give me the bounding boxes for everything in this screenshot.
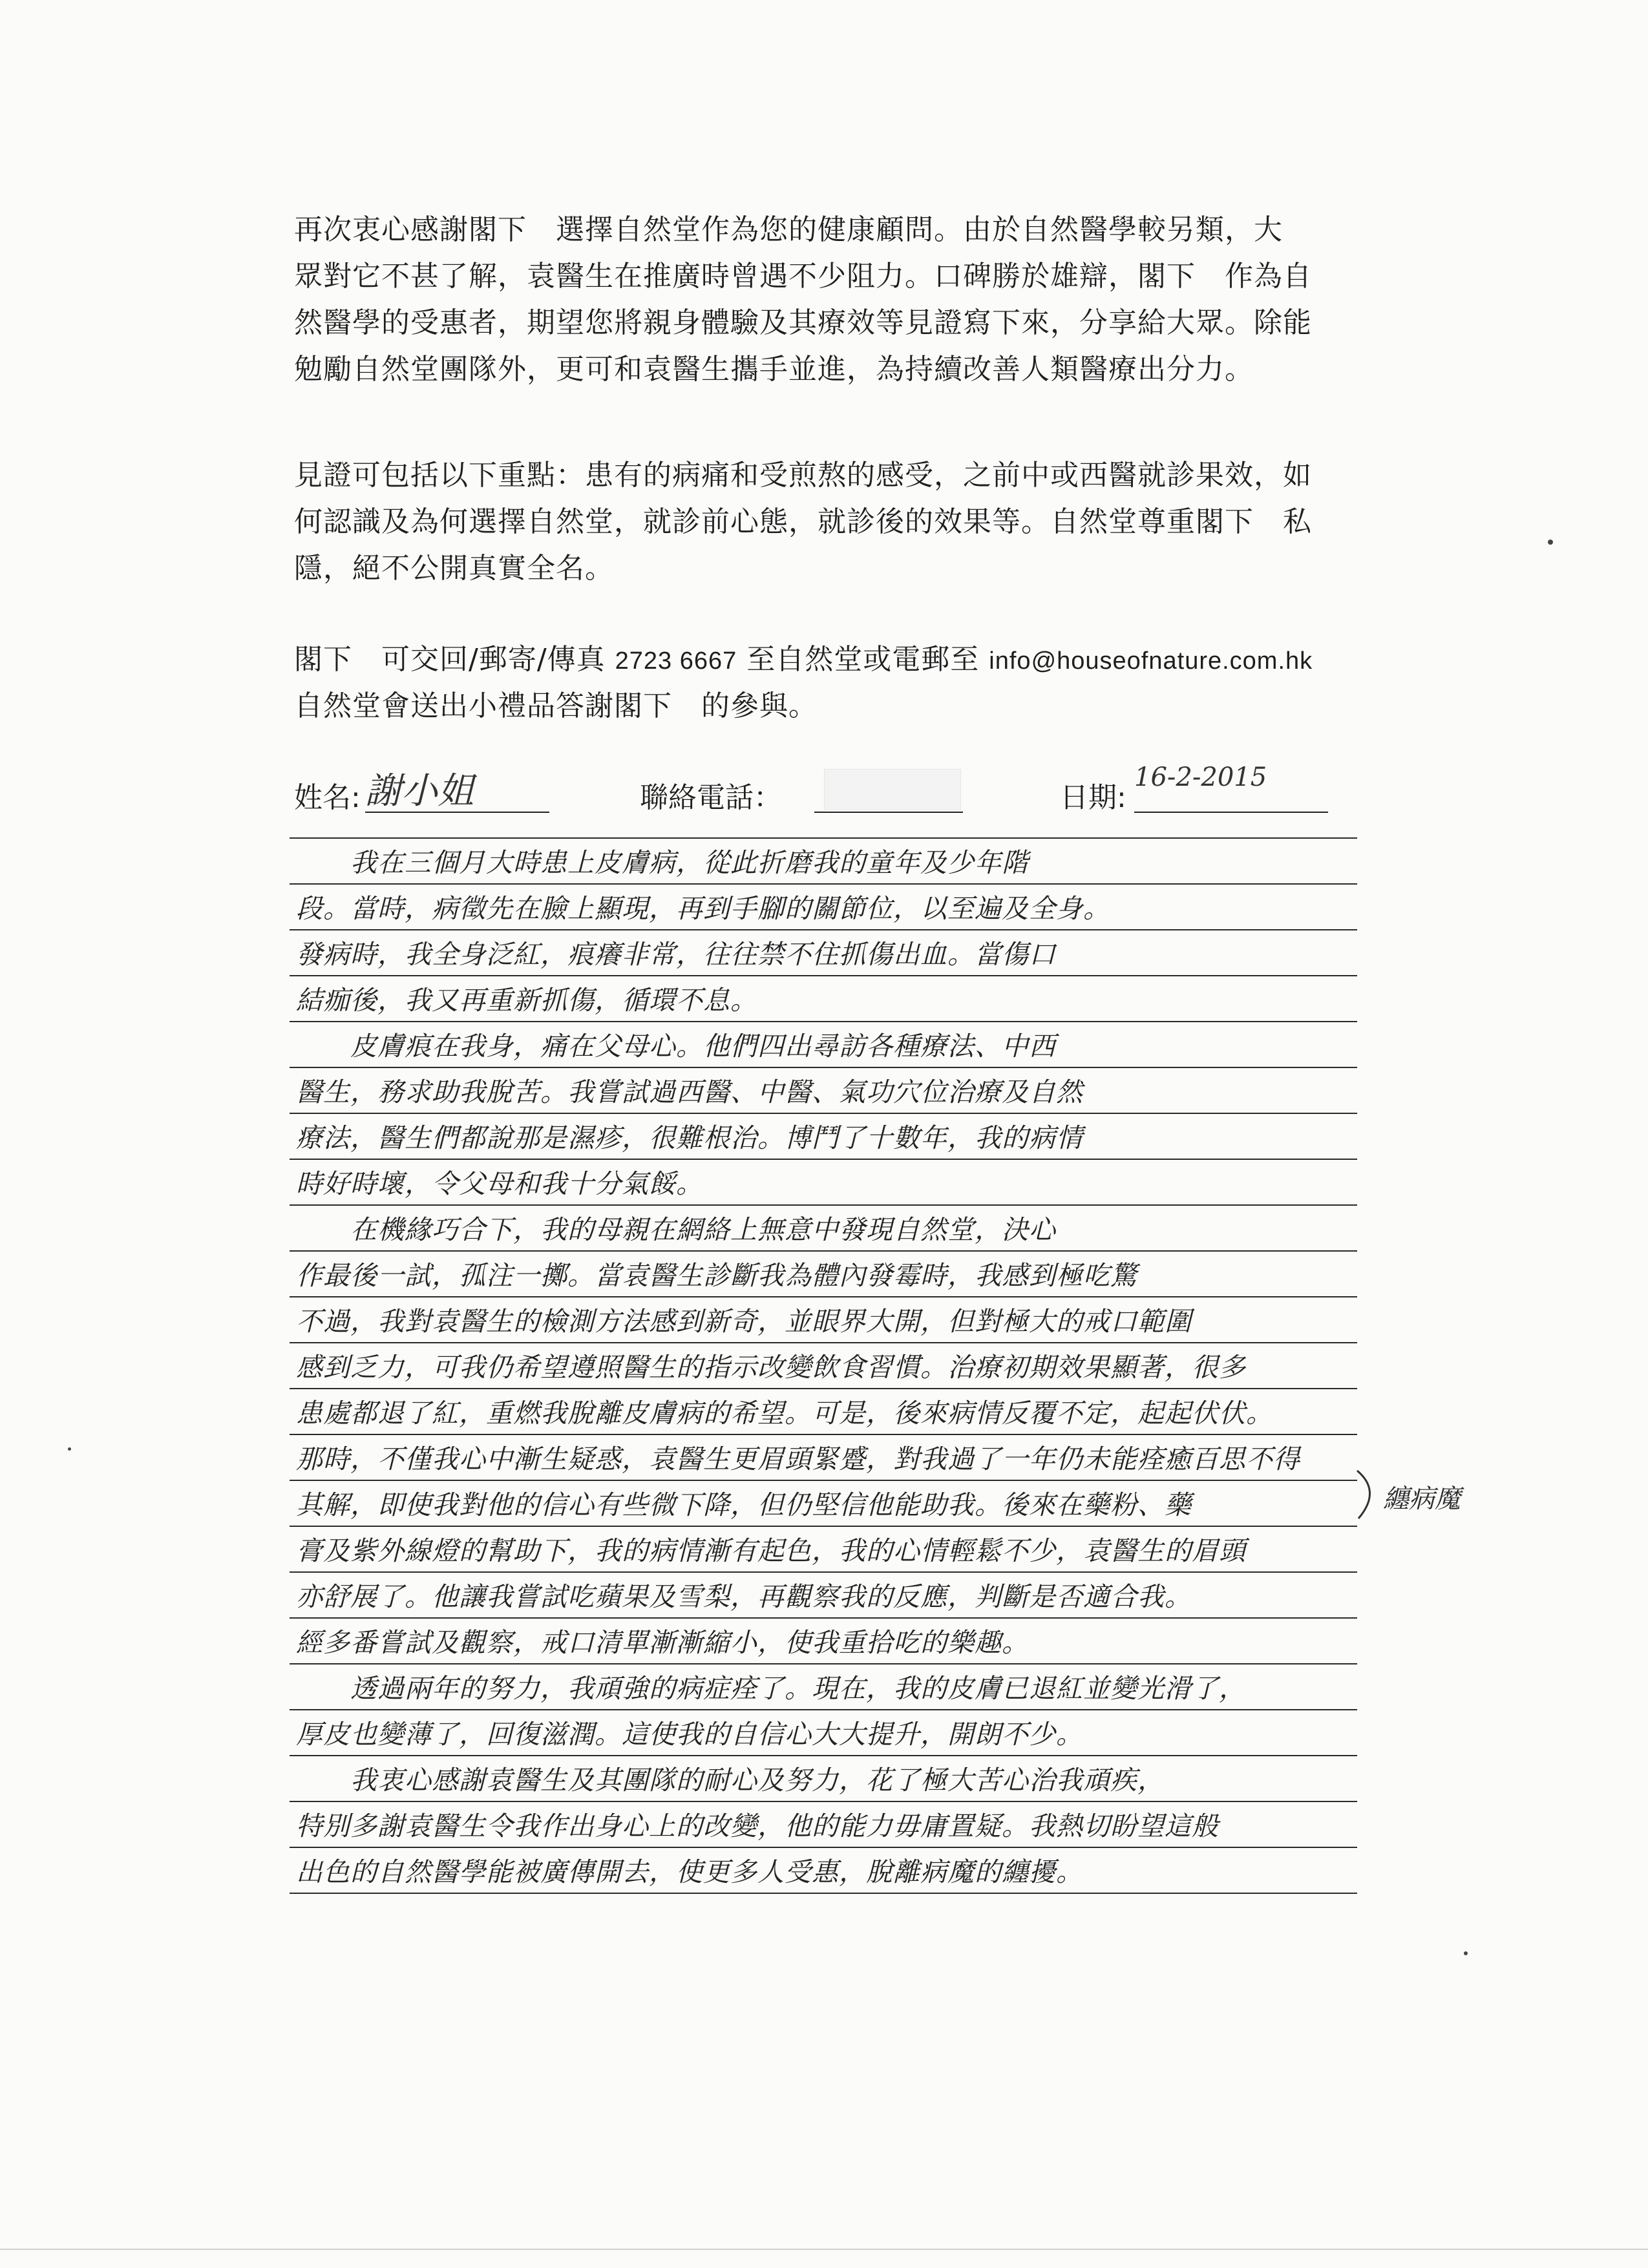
- handwritten-line: 經多番嘗試及觀察，戒口清單漸漸縮小，使我重拾吃的樂趣。: [296, 1627, 1029, 1658]
- ruled-line: [290, 1021, 1357, 1022]
- intro-line: 然醫學的受惠者，期望您將親身體驗及其療效等見證寫下來，分享給大眾。除能: [294, 306, 1312, 339]
- ruled-line: [290, 975, 1357, 976]
- gift-line: 自然堂會送出小禮品答謝閣下 的參與。: [294, 689, 818, 722]
- ruled-line: [290, 929, 1357, 930]
- ruled-line: [290, 1113, 1357, 1114]
- handwritten-line: 特別多謝袁醫生令我作出身心上的改變，他的能力毋庸置疑。我熱切盼望這般: [296, 1811, 1219, 1842]
- handwritten-line: 時好時壞，令父母和我十分氣餒。: [296, 1168, 703, 1199]
- contact-line: [294, 636, 1367, 683]
- margin-note: 纏病魔: [1383, 1484, 1461, 1514]
- phone-redacted-field[interactable]: [824, 769, 961, 810]
- ruled-line: [290, 1250, 1357, 1252]
- ruled-line: [290, 1571, 1357, 1573]
- phone-underline: [814, 812, 963, 813]
- email-link[interactable]: info@houseofnature.com.hk: [989, 647, 1313, 675]
- handwritten-line: 出色的自然醫學能被廣傳開去，使更多人受惠，脫離病魔的纏擾。: [296, 1856, 1083, 1887]
- date-label: 日期:: [1060, 781, 1126, 814]
- intro-line: 眾對它不甚了解，袁醫生在推廣時曾遇不少阻力。口碑勝於雄辯，閣下 作為自: [294, 260, 1312, 293]
- contact-paragraph: [294, 636, 1367, 730]
- phone-label: 聯絡電話：: [640, 781, 782, 814]
- ruled-line: [290, 1067, 1357, 1068]
- date-field[interactable]: 16-2-2015: [1134, 762, 1267, 792]
- handwritten-line: 皮膚痕在我身，痛在父母心。他們四出尋訪各種療法、中西: [296, 1031, 1056, 1062]
- intro-line: 再次衷心感謝閣下 選擇自然堂作為您的健康顧問。由於自然醫學較另類，大: [294, 213, 1283, 246]
- intro-paragraph: [294, 207, 1367, 393]
- guidance-paragraph: [294, 452, 1367, 592]
- ruled-line: [290, 1709, 1357, 1710]
- handwritten-line: 發病時，我全身泛紅，痕癢非常，往往禁不住抓傷出血。當傷口: [296, 939, 1056, 970]
- scan-edge: [0, 2249, 1648, 2250]
- guidance-line: 見證可包括以下重點：患有的病痛和受煎熬的感受，之前中或西醫就診果效，如: [294, 459, 1312, 492]
- ruled-line: [290, 837, 1357, 839]
- handwritten-line: 患處都退了紅，重燃我脫離皮膚病的希望。可是，後來病情反覆不定，起起伏伏。: [296, 1398, 1273, 1429]
- handwritten-line: 我在三個月大時患上皮膚病，從此折磨我的童年及少年階: [296, 847, 1029, 878]
- ruled-line: [290, 1342, 1357, 1343]
- handwritten-line: 亦舒展了。他讓我嘗試吃蘋果及雪梨，再觀察我的反應，判斷是否適合我。: [296, 1581, 1192, 1612]
- contact-prefix: 閣下 可交回/郵寄/傳真: [294, 643, 606, 676]
- handwritten-testimony: [290, 840, 1357, 1900]
- ruled-line: [290, 1801, 1357, 1802]
- handwritten-line: 作最後一試，孤注一擲。當袁醫生診斷我為體內發霉時，我感到極吃驚: [296, 1260, 1137, 1291]
- handwritten-line: 療法，醫生們都說那是濕疹，很難根治。博鬥了十數年，我的病情: [296, 1122, 1083, 1153]
- name-field[interactable]: 謝小姐: [365, 770, 474, 812]
- handwritten-line: 不過，我對袁醫生的檢測方法感到新奇，並眼界大開，但對極大的戒口範圍: [296, 1306, 1192, 1337]
- ruled-line: [290, 1663, 1357, 1664]
- ruled-line: [290, 1526, 1357, 1527]
- guidance-line: 何認識及為何選擇自然堂，就診前心態，就診後的效果等。自然堂尊重閣下 私: [294, 505, 1312, 538]
- ruled-line: [290, 1755, 1357, 1756]
- handwritten-line: 膏及紫外線燈的幫助下，我的病情漸有起色，我的心情輕鬆不少，袁醫生的眉頭: [296, 1535, 1246, 1566]
- fax-number: 2723 6667: [615, 647, 737, 675]
- guidance-line: 隱，絕不公開真實全名。: [294, 552, 614, 585]
- paper-speck: [1464, 1951, 1468, 1955]
- handwritten-line: 那時，不僅我心中漸生疑惑，袁醫生更眉頭緊蹙，對我過了一年仍未能痊癒百思不得: [296, 1444, 1300, 1475]
- ruled-line: [290, 1296, 1357, 1297]
- handwritten-line: 其解，即使我對他的信心有些微下降，但仍堅信他能助我。後來在藥粉、藥: [296, 1489, 1192, 1520]
- ruled-line: [290, 883, 1357, 885]
- handwritten-line: 透過兩年的努力，我頑強的病症痊了。現在，我的皮膚已退紅並變光滑了，: [296, 1673, 1246, 1704]
- ruled-line: [290, 1480, 1357, 1481]
- handwritten-line: 感到乏力，可我仍希望遵照醫生的指示改變飲食習慣。治療初期效果顯著，很多: [296, 1352, 1246, 1383]
- date-underline: [1134, 812, 1328, 813]
- handwritten-line: 在機緣巧合下，我的母親在網絡上無意中發現自然堂，決心: [296, 1214, 1056, 1245]
- ruled-line: [290, 1434, 1357, 1435]
- ruled-line: [290, 1388, 1357, 1389]
- intro-line: 勉勵自然堂團隊外，更可和袁醫生攜手並進，為持續改善人類醫療出分力。: [294, 353, 1254, 386]
- handwritten-line: 我衷心感謝袁醫生及其團隊的耐心及努力，花了極大苦心治我頑疾，: [296, 1765, 1165, 1796]
- ruled-line: [290, 1893, 1357, 1894]
- ruled-line: [290, 1847, 1357, 1848]
- handwritten-line: 厚皮也變薄了，回復滋潤。這使我的自信心大大提升，開朗不少。: [296, 1719, 1083, 1750]
- contact-fields-row: [294, 762, 1328, 814]
- paper-speck: [1548, 540, 1553, 545]
- handwritten-line: 結痂後，我又再重新抓傷，循環不息。: [296, 985, 757, 1016]
- contact-mid: 至自然堂或電郵至: [746, 643, 980, 676]
- ruled-line: [290, 1159, 1357, 1160]
- handwritten-line: 醫生，務求助我脫苦。我嘗試過西醫、中醫、氣功穴位治療及自然: [296, 1076, 1083, 1108]
- paper-speck: [68, 1447, 71, 1451]
- handwritten-line: 段。當時，病徵先在臉上顯現，再到手腳的關節位，以至遍及全身。: [296, 893, 1110, 924]
- name-label: 姓名:: [294, 781, 361, 814]
- ruled-line: [290, 1204, 1357, 1206]
- name-underline: [365, 812, 549, 813]
- ruled-line: [290, 1617, 1357, 1619]
